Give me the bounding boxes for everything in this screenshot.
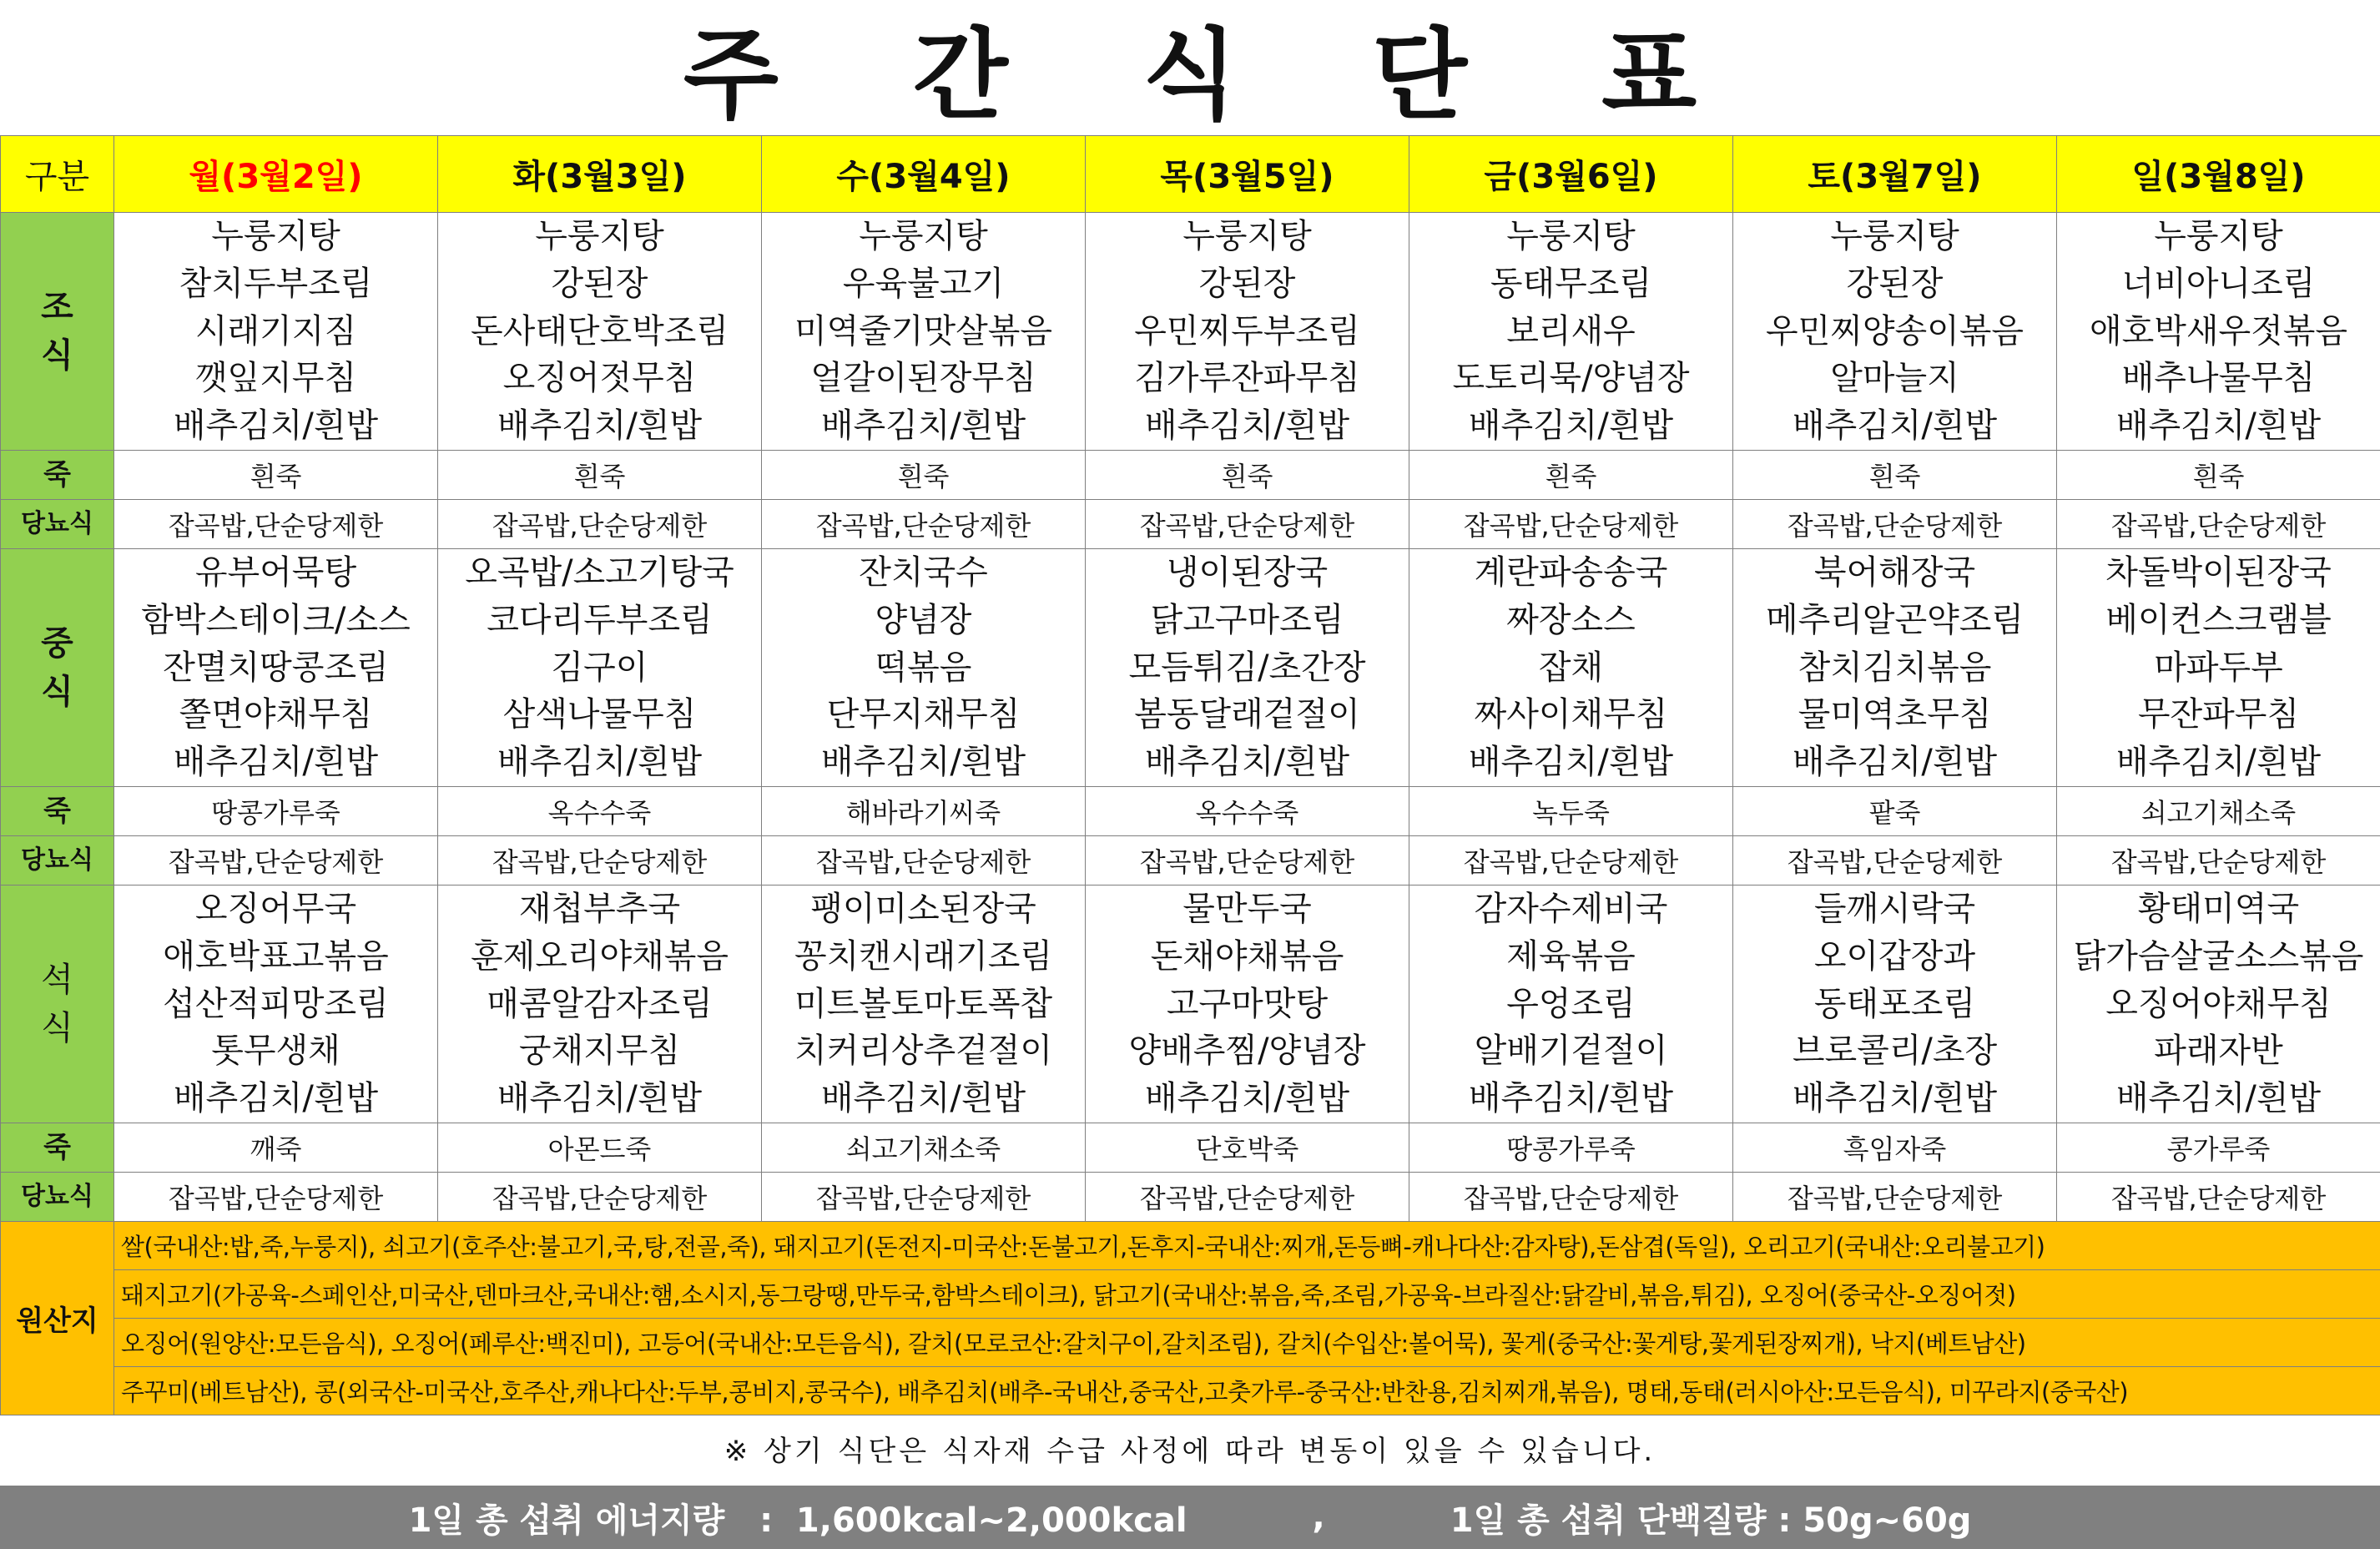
menu-item: 잡채 xyxy=(1538,648,1604,687)
lunch-day-cell xyxy=(762,548,1086,786)
breakfast-day-cell xyxy=(1409,213,1733,451)
menu-item: 알마늘지 xyxy=(1830,359,1959,398)
menu-item: 미역줄기맛살볶음 xyxy=(794,311,1053,351)
menu-item: 돈채야채볶음 xyxy=(1150,936,1344,976)
origin-row-3 xyxy=(1,1318,2380,1366)
menu-item: 마파두부 xyxy=(2154,648,2283,687)
menu-item: 배추김치/흰밥 xyxy=(2115,406,2322,446)
menu-item: 양념장 xyxy=(875,600,972,639)
porridge-cell: 아몬드죽 xyxy=(438,1123,762,1172)
porridge-label: 죽 xyxy=(1,450,114,499)
header-day: 화(3월3일) xyxy=(438,136,762,213)
dinner-label xyxy=(1,885,114,1123)
menu-item: 들깨시락국 xyxy=(1813,889,1976,928)
diabetic-cell: 잡곡밥,단순당제한 xyxy=(438,1172,762,1221)
menu-item: 삼색나물무침 xyxy=(502,695,697,734)
menu-item: 누룽지탕 xyxy=(535,217,664,255)
menu-item: 누룽지탕 xyxy=(1830,217,1959,255)
menu-item: 물만두국 xyxy=(1182,889,1312,928)
porridge-cell: 흑임자죽 xyxy=(1733,1123,2057,1172)
origin-row-2 xyxy=(1,1269,2380,1318)
dinner-row xyxy=(1,885,2380,1123)
menu-item: 강된장 xyxy=(1846,264,1944,303)
dinner-day-cell xyxy=(1086,885,1409,1123)
lunch-day-cell xyxy=(1086,548,1409,786)
menu-item: 오곡밥/소고기탕국 xyxy=(465,552,734,592)
menu-item: 배추김치/흰밥 xyxy=(2115,743,2322,782)
diabetic-cell: 잡곡밥,단순당제한 xyxy=(1409,835,1733,885)
origin-line: 쌀(국내산:밥,죽,누룽지), 쇠고기(호주산:불고기,국,탕,전골,죽), 돼지고기(돈전지-미국산:돈불고기,돈후지-국내산:찌개,돈등뼈-캐나다산:감자탕),돈삼겹(독일), 오리고기(국내산:오리불고기) xyxy=(114,1221,2380,1269)
menu-item: 베이컨스크램블 xyxy=(2105,600,2332,639)
breakfast-day-cell xyxy=(1086,213,1409,451)
breakfast-label xyxy=(1,213,114,451)
porridge-cell: 흰죽 xyxy=(114,450,438,499)
notice-text: ※ 상기 식단은 식자재 수급 사정에 따라 변동이 있을 수 있습니다. xyxy=(724,1434,1656,1468)
menu-table xyxy=(0,135,2380,1415)
menu-item: 배추김치/흰밥 xyxy=(820,743,1026,782)
diabetic-label: 당뇨식 xyxy=(1,1172,114,1221)
menu-item: 애호박표고볶음 xyxy=(163,936,389,976)
dinner-porridge-row xyxy=(1,1123,2380,1172)
menu-item: 꽁치캔시래기조림 xyxy=(794,936,1053,976)
menu-item: 배추김치/흰밥 xyxy=(497,406,703,446)
diabetic-cell: 잡곡밥,단순당제한 xyxy=(438,835,762,885)
menu-item: 치커리상추겉절이 xyxy=(794,1032,1053,1071)
lunch-row xyxy=(1,548,2380,786)
menu-item: 파래자반 xyxy=(2154,1032,2283,1071)
menu-item: 오징어무국 xyxy=(194,889,357,928)
dinner-day-cell xyxy=(114,885,438,1123)
porridge-cell: 흰죽 xyxy=(1086,450,1409,499)
diabetic-cell: 잡곡밥,단순당제한 xyxy=(1409,499,1733,548)
diabetic-cell: 잡곡밥,단순당제한 xyxy=(1086,1172,1409,1221)
origin-line: 오징어(원양산:모든음식), 오징어(페루산:백진미), 고등어(국내산:모든음식), 갈치(모로코산:갈치구이,갈치조림), 갈치(수입산:볼어묵), 꽃게(중국산:꽃게탕,꽃게된장찌개), 낙지(베트남산) xyxy=(114,1318,2380,1366)
menu-item: 배추김치/흰밥 xyxy=(1144,743,1350,782)
menu-item: 누룽지탕 xyxy=(211,217,340,255)
menu-item: 제육볶음 xyxy=(1506,936,1636,976)
menu-item: 배추김치/흰밥 xyxy=(1144,1079,1350,1118)
diabetic-cell: 잡곡밥,단순당제한 xyxy=(114,1172,438,1221)
header-row xyxy=(1,136,2380,213)
menu-item: 코다리두부조림 xyxy=(487,600,713,639)
menu-item: 메추리알곤약조림 xyxy=(1765,600,2025,639)
menu-item: 배추김치/흰밥 xyxy=(173,743,379,782)
origin-row-4 xyxy=(1,1366,2380,1415)
menu-item: 배추김치/흰밥 xyxy=(173,1079,379,1118)
diabetic-cell: 잡곡밥,단순당제한 xyxy=(762,499,1086,548)
menu-item: 닭가슴살굴소스볶음 xyxy=(2073,936,2364,976)
porridge-label: 죽 xyxy=(1,1123,114,1172)
menu-item: 고구마맛탕 xyxy=(1166,984,1329,1023)
menu-item: 감자수제비국 xyxy=(1474,889,1668,928)
menu-item: 유부어묵탕 xyxy=(194,552,357,592)
breakfast-label-text: 조 식 xyxy=(41,287,73,375)
header-gubun: 구분 xyxy=(1,136,114,213)
porridge-cell: 옥수수죽 xyxy=(438,786,762,835)
menu-item: 물미역초무침 xyxy=(1798,695,1992,734)
menu-item: 강된장 xyxy=(1198,264,1296,303)
menu-item: 얼갈이된장무침 xyxy=(810,359,1036,398)
porridge-label: 죽 xyxy=(1,786,114,835)
porridge-cell: 녹두죽 xyxy=(1409,786,1733,835)
diabetic-cell: 잡곡밥,단순당제한 xyxy=(1086,835,1409,885)
diabetic-label: 당뇨식 xyxy=(1,835,114,885)
menu-item: 동태포조림 xyxy=(1813,984,1976,1023)
menu-item: 북어해장국 xyxy=(1813,552,1976,592)
menu-item: 오징어젓무침 xyxy=(502,359,697,398)
diabetic-cell: 잡곡밥,단순당제한 xyxy=(114,835,438,885)
menu-item: 차돌박이된장국 xyxy=(2105,552,2332,592)
breakfast-row xyxy=(1,213,2380,451)
menu-item: 누룽지탕 xyxy=(2154,217,2283,255)
menu-item: 짜장소스 xyxy=(1506,600,1636,639)
menu-item: 매콤알감자조림 xyxy=(487,984,713,1023)
menu-item: 배추김치/흰밥 xyxy=(1144,406,1350,446)
menu-item: 오이갑장과 xyxy=(1813,936,1976,976)
menu-item: 배추김치/흰밥 xyxy=(1792,743,1998,782)
lunch-day-cell xyxy=(438,548,762,786)
diabetic-label: 당뇨식 xyxy=(1,499,114,548)
header-day: 수(3월4일) xyxy=(762,136,1086,213)
menu-item: 배추김치/흰밥 xyxy=(497,1079,703,1118)
origin-line: 돼지고기(가공육-스페인산,미국산,덴마크산,국내산:햄,소시지,동그랑땡,만두국,함박스테이크), 닭고기(국내산:볶음,죽,조림,가공육-브라질산:닭갈비,볶음,튀김), 오징어(중국산-오징어젓) xyxy=(114,1269,2380,1318)
menu-item: 누룽지탕 xyxy=(1506,217,1636,255)
menu-item: 누룽지탕 xyxy=(1182,217,1312,255)
diabetic-cell: 잡곡밥,단순당제한 xyxy=(2057,835,2380,885)
menu-item: 우육불고기 xyxy=(842,264,1005,303)
porridge-cell: 쇠고기채소죽 xyxy=(2057,786,2380,835)
lunch-label xyxy=(1,548,114,786)
menu-item: 동태무조림 xyxy=(1490,264,1652,303)
menu-item: 배추김치/흰밥 xyxy=(1468,406,1674,446)
lunch-day-cell xyxy=(1733,548,2057,786)
menu-item: 잔멸치땅콩조림 xyxy=(163,648,389,687)
menu-item: 우민찌양송이볶음 xyxy=(1765,311,2025,351)
dinner-day-cell xyxy=(438,885,762,1123)
dinner-day-cell xyxy=(762,885,1086,1123)
dinner-day-cell xyxy=(1409,885,1733,1123)
menu-item: 배추김치/흰밥 xyxy=(1468,1079,1674,1118)
lunch-label-text: 중 식 xyxy=(41,623,73,711)
menu-item: 계란파송송국 xyxy=(1474,552,1668,592)
breakfast-day-cell xyxy=(762,213,1086,451)
menu-item: 모듬튀김/초간장 xyxy=(1128,648,1366,687)
menu-item: 알배기겉절이 xyxy=(1474,1032,1668,1071)
menu-item: 배추김치/흰밥 xyxy=(820,1079,1026,1118)
porridge-cell: 해바라기씨죽 xyxy=(762,786,1086,835)
menu-item: 배추김치/흰밥 xyxy=(173,406,379,446)
diabetic-cell: 잡곡밥,단순당제한 xyxy=(2057,499,2380,548)
nutrition-footer xyxy=(0,1486,2380,1549)
dinner-label-text: 석 식 xyxy=(41,960,73,1047)
menu-item: 너비아니조림 xyxy=(2121,264,2316,303)
menu-item: 궁채지무침 xyxy=(518,1032,681,1071)
diabetic-cell: 잡곡밥,단순당제한 xyxy=(1086,499,1409,548)
menu-item: 짜사이채무침 xyxy=(1474,695,1668,734)
diabetic-cell: 잡곡밥,단순당제한 xyxy=(1409,1172,1733,1221)
porridge-cell: 팥죽 xyxy=(1733,786,2057,835)
porridge-cell: 땅콩가루죽 xyxy=(114,786,438,835)
diabetic-cell: 잡곡밥,단순당제한 xyxy=(2057,1172,2380,1221)
menu-item: 김구이 xyxy=(551,648,648,687)
menu-item: 쫄면야채무침 xyxy=(179,695,373,734)
porridge-cell: 쇠고기채소죽 xyxy=(762,1123,1086,1172)
origin-row-1 xyxy=(1,1221,2380,1269)
menu-item: 양배추찜/양념장 xyxy=(1128,1032,1366,1071)
menu-item: 단무지채무침 xyxy=(826,695,1021,734)
menu-item: 잔치국수 xyxy=(859,552,988,592)
menu-item: 배추김치/흰밥 xyxy=(497,743,703,782)
diabetic-cell: 잡곡밥,단순당제한 xyxy=(762,835,1086,885)
diabetic-cell: 잡곡밥,단순당제한 xyxy=(438,499,762,548)
dinner-day-cell xyxy=(2057,885,2380,1123)
menu-item: 깻잎지무침 xyxy=(194,359,357,398)
header-day: 목(3월5일) xyxy=(1086,136,1409,213)
menu-item: 우민찌두부조림 xyxy=(1134,311,1360,351)
menu-item: 시래기지짐 xyxy=(194,311,357,351)
breakfast-day-cell xyxy=(114,213,438,451)
header-day: 월(3월2일) xyxy=(114,136,438,213)
dinner-day-cell xyxy=(1733,885,2057,1123)
menu-item: 배추김치/흰밥 xyxy=(1792,406,1998,446)
diabetic-cell: 잡곡밥,단순당제한 xyxy=(1733,1172,2057,1221)
diabetic-cell: 잡곡밥,단순당제한 xyxy=(762,1172,1086,1221)
porridge-cell: 단호박죽 xyxy=(1086,1123,1409,1172)
menu-item: 강된장 xyxy=(551,264,648,303)
menu-item: 떡볶음 xyxy=(875,648,972,687)
menu-item: 보리새우 xyxy=(1506,311,1636,351)
menu-item: 김가루잔파무침 xyxy=(1134,359,1360,398)
energy-intake: 1일 총 섭취 에너지량 : 1,600kcal~2,000kcal xyxy=(408,1501,1187,1540)
lunch-diabetic-row xyxy=(1,835,2380,885)
menu-item: 돈사태단호박조림 xyxy=(470,311,729,351)
origin-label: 원산지 xyxy=(1,1221,114,1415)
menu-item: 닭고구마조림 xyxy=(1150,600,1344,639)
page-title: 주 간 식 단 표 xyxy=(683,18,1747,133)
porridge-cell: 흰죽 xyxy=(1733,450,2057,499)
menu-item: 우엉조림 xyxy=(1506,984,1636,1023)
menu-item: 브로콜리/초장 xyxy=(1792,1032,1998,1071)
menu-item: 참치김치볶음 xyxy=(1798,648,1992,687)
diabetic-cell: 잡곡밥,단순당제한 xyxy=(1733,499,2057,548)
porridge-cell: 깨죽 xyxy=(114,1123,438,1172)
menu-item: 애호박새우젓볶음 xyxy=(2089,311,2348,351)
diabetic-cell: 잡곡밥,단순당제한 xyxy=(114,499,438,548)
menu-item: 훈제오리야채볶음 xyxy=(470,936,729,976)
porridge-cell: 흰죽 xyxy=(762,450,1086,499)
lunch-day-cell xyxy=(114,548,438,786)
menu-item: 톳무생채 xyxy=(211,1032,340,1071)
diabetic-cell: 잡곡밥,단순당제한 xyxy=(1733,835,2057,885)
menu-item: 황태미역국 xyxy=(2137,889,2300,928)
menu-item: 무잔파무침 xyxy=(2137,695,2300,734)
menu-item: 봄동달래겉절이 xyxy=(1134,695,1360,734)
menu-item: 참치두부조림 xyxy=(179,264,373,303)
footer-separator: , xyxy=(1312,1498,1325,1536)
header-day: 토(3월7일) xyxy=(1733,136,2057,213)
menu-item: 배추김치/흰밥 xyxy=(820,406,1026,446)
porridge-cell: 흰죽 xyxy=(2057,450,2380,499)
breakfast-day-cell xyxy=(2057,213,2380,451)
menu-item: 미트볼토마토폭찹 xyxy=(794,984,1053,1023)
porridge-cell: 콩가루죽 xyxy=(2057,1123,2380,1172)
menu-item: 배추나물무침 xyxy=(2121,359,2316,398)
menu-item: 함박스테이크/소스 xyxy=(141,600,411,639)
menu-item: 팽이미소된장국 xyxy=(810,889,1036,928)
dinner-diabetic-row xyxy=(1,1172,2380,1221)
porridge-cell: 옥수수죽 xyxy=(1086,786,1409,835)
menu-item: 배추김치/흰밥 xyxy=(1468,743,1674,782)
menu-item: 누룽지탕 xyxy=(859,217,988,255)
menu-item: 배추김치/흰밥 xyxy=(2115,1079,2322,1118)
header-day: 일(3월8일) xyxy=(2057,136,2380,213)
porridge-cell: 땅콩가루죽 xyxy=(1409,1123,1733,1172)
menu-item: 오징어야채무침 xyxy=(2105,984,2332,1023)
menu-item: 배추김치/흰밥 xyxy=(1792,1079,1998,1118)
header-day: 금(3월6일) xyxy=(1409,136,1733,213)
menu-item: 냉이된장국 xyxy=(1166,552,1329,592)
lunch-day-cell xyxy=(2057,548,2380,786)
lunch-porridge-row xyxy=(1,786,2380,835)
breakfast-day-cell xyxy=(438,213,762,451)
porridge-cell: 흰죽 xyxy=(1409,450,1733,499)
menu-item: 도토리묵/양념장 xyxy=(1452,359,1690,398)
breakfast-diabetic-row xyxy=(1,499,2380,548)
origin-line: 주꾸미(베트남산), 콩(외국산-미국산,호주산,캐나다산:두부,콩비지,콩국수), 배추김치(배추-국내산,중국산,고춧가루-중국산:반찬용,김치찌개,볶음), 명태,동태(러시아산:모든음식), 미꾸라지(중국산) xyxy=(114,1366,2380,1415)
lunch-day-cell xyxy=(1409,548,1733,786)
protein-intake: 1일 총 섭취 단백질량 : 50g~60g xyxy=(1450,1501,1972,1540)
menu-item: 재첩부추국 xyxy=(518,889,681,928)
breakfast-day-cell xyxy=(1733,213,2057,451)
breakfast-porridge-row xyxy=(1,450,2380,499)
porridge-cell: 흰죽 xyxy=(438,450,762,499)
menu-item: 섭산적피망조림 xyxy=(163,984,389,1023)
